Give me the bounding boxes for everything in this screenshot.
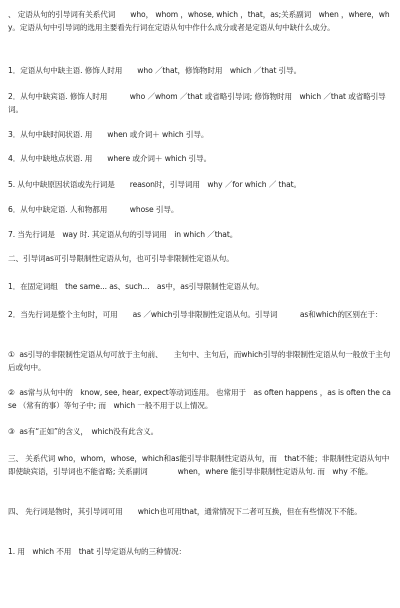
paragraph-as-2: 2．当先行词是整个主句时，可用 as ／which引导非限制性定语从句。引导词 as和which的区别在于： bbox=[8, 310, 383, 319]
paragraph-rule-7: 7. 当先行词是 way 时. 其定语从句的引导词用 in which ／that。 bbox=[8, 230, 238, 239]
paragraph-diff-2: ② as常与从句中的 know, see, hear, expect等动词连用。 也常用于 as often happens ，as is often the case （常有的事）等句子中; 而 which 一般不用于以上情况。 bbox=[8, 388, 391, 410]
paragraph-rule-3: 3．从句中缺时间状语. 用 when 或介词＋ which 引导。 bbox=[8, 130, 209, 139]
paragraph-rule-4: 4．从句中缺地点状语. 用 where 或介词＋ which 引导。 bbox=[8, 154, 212, 163]
paragraph-which-cases: 1. 用 which 不用 that 引导定语从句的三种情况： bbox=[8, 547, 187, 556]
paragraph-rule-2: 2．从句中缺宾语. 修饰人时用 who ／whom ／that 或省略引导词; 修饰物时用 which ／that 或省略引导词。 bbox=[8, 92, 386, 114]
paragraph-as-1: 1．在固定词组 the same... as、such... as中，as引导限制性定语从句。 bbox=[8, 282, 264, 291]
paragraph-rule-5: 5. 从句中缺原因状语或先行词是 reason时，引导词用 why ／for which ／ that。 bbox=[8, 180, 302, 189]
section-heading-3: 三、 关系代词 who，whom，whose，which和as能引导非限制性定语从句，而 that不能；非限制性定语从句中即使缺宾语，引导词也不能省略; 关系副词 when，where 能引导非限制性定语从句. 而 why 不能。 bbox=[8, 454, 390, 476]
paragraph-intro: 、 定语从句的引导词有关系代词 who， whom ，whose, which ，that，as;关系副词 when ，where，why。定语从句中引导词的选用主要看先行词在定语从句中作什么成分或者是定语从句中缺什么成分。 bbox=[8, 10, 390, 32]
paragraph-rule-6: 6．从句中缺定语. 人和物都用 whose 引导。 bbox=[8, 205, 179, 214]
paragraph-diff-1: ① as引导的非限制性定语从句可放于主句前、 主句中、主句后，而which引导的非限制性定语从句一般放于主句后或句中。 bbox=[8, 350, 391, 372]
section-heading-2: 二、引导词as可引导限制性定语从句，也可引导非限制性定语从句。 bbox=[8, 254, 234, 263]
paragraph-diff-3: ③ as有“正如”的含义， which没有此含义。 bbox=[8, 427, 159, 436]
section-heading-4: 四、 先行词是物时，其引导词可用 which也可用that，通常情况下二者可互换，但在有些情况下不能。 bbox=[8, 507, 362, 516]
paragraph-rule-1: 1．定语从句中缺主语. 修饰人时用 who ／that，修饰物时用 which ／that 引导。 bbox=[8, 66, 302, 75]
